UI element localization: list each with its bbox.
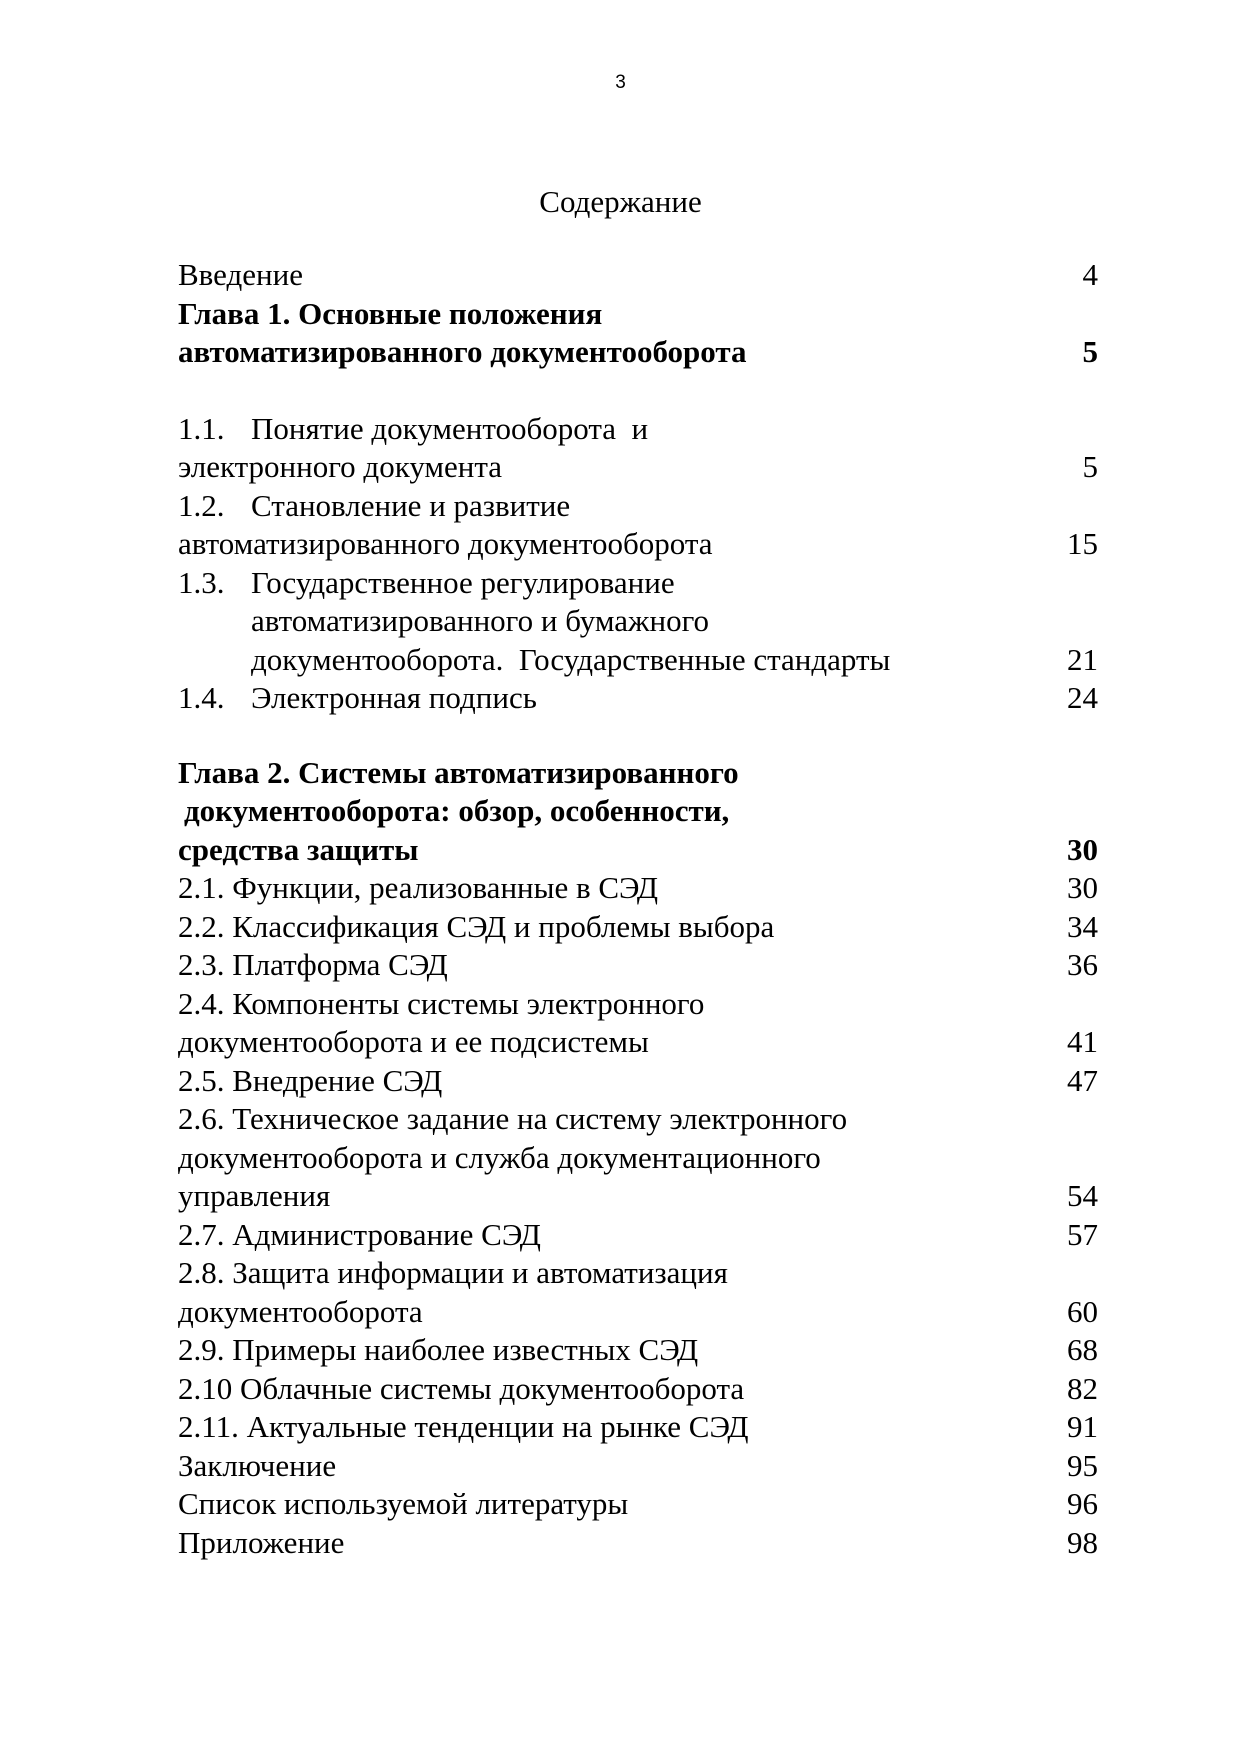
toc-entry-label: 2.4. Компоненты системы электронного <box>178 985 705 1021</box>
toc-entry-page: 57 <box>1067 1216 1098 1252</box>
toc-entry-appendix <box>178 1524 1098 1563</box>
toc-entry-page: 36 <box>1067 947 1098 982</box>
toc-entry-2-5 <box>178 1062 1098 1101</box>
toc-entry-page: 82 <box>1067 1370 1098 1406</box>
toc-entry-2-7 <box>178 1216 1098 1255</box>
toc-entry-conclusion <box>178 1447 1098 1486</box>
toc-entry-label: управления <box>178 1178 331 1213</box>
toc-entry-label <box>178 410 1098 449</box>
toc-chapter-2-line-1 <box>178 754 1098 793</box>
toc-entry-page: 21 <box>1067 641 1098 677</box>
toc-entry-label: автоматизированного документооборота <box>178 526 713 561</box>
toc-entry-label: 2.8. Защита информации и автоматизация <box>178 1255 728 1290</box>
toc-entry-label: 2.2. Классификация СЭД и проблемы выбора <box>178 908 775 944</box>
toc-entry-label: средства защиты <box>178 831 419 867</box>
toc-entry-page: 98 <box>1067 1524 1098 1560</box>
toc-entry-1-2 <box>178 487 1098 526</box>
toc-entry-label: документооборота: обзор, особенности, <box>184 793 730 828</box>
toc-entry-2-8 <box>178 1254 1098 1293</box>
toc-title: Содержание <box>539 184 702 219</box>
toc-entry-2-4 <box>178 985 1098 1024</box>
toc-entry-page: 15 <box>1067 526 1098 561</box>
toc-entry-1-3-cont <box>178 602 1098 641</box>
toc-entry-intro <box>178 256 1098 295</box>
toc-entry-1-3 <box>178 564 1098 603</box>
toc-entry-page: 68 <box>1067 1332 1098 1367</box>
toc-entry-1-4 <box>178 679 1098 718</box>
toc-chapter-1-line-1 <box>178 295 1098 334</box>
toc-entry-label: Глава 2. Системы автоматизированного <box>178 754 739 790</box>
toc-entry-page: 5 <box>1082 449 1098 484</box>
section-number: 1.1. <box>178 410 225 446</box>
toc-entry-2-6-cont-2 <box>178 1177 1098 1216</box>
table-of-contents <box>178 256 1098 1562</box>
toc-entry-2-10 <box>178 1370 1098 1409</box>
toc-entry-label: Введение <box>178 257 303 292</box>
toc-entry-label <box>178 487 1098 526</box>
toc-entry-page: 24 <box>1067 680 1098 715</box>
toc-entry-2-4-cont <box>178 1023 1098 1062</box>
section-title: Становление и развитие <box>251 487 571 523</box>
toc-entry-label: документооборота. Государственные стандарты <box>251 641 891 677</box>
toc-entry-label: 2.7. Администрование СЭД <box>178 1216 541 1252</box>
toc-entry-2-1 <box>178 869 1098 908</box>
section-title: Электронная подпись <box>251 680 537 715</box>
toc-entry-2-8-cont <box>178 1293 1098 1332</box>
toc-entry-label: Заключение <box>178 1447 337 1483</box>
toc-entry-page: 91 <box>1067 1409 1098 1444</box>
section-title: Понятие документооборота и <box>251 410 649 446</box>
spacer <box>178 718 1098 754</box>
toc-entry-label: 2.5. Внедрение СЭД <box>178 1062 443 1098</box>
section-number: 1.3. <box>178 564 225 600</box>
toc-entry-2-11 <box>178 1408 1098 1447</box>
toc-entry-label <box>178 564 1098 603</box>
toc-entry-label <box>178 679 1038 718</box>
toc-entry-2-3 <box>178 946 1098 985</box>
toc-entry-page: 95 <box>1067 1447 1098 1483</box>
toc-entry-2-2 <box>178 908 1098 947</box>
toc-entry-label: Список используемой литературы <box>178 1486 629 1521</box>
toc-entry-label: 2.1. Функции, реализованные в СЭД <box>178 870 659 905</box>
toc-entry-label: Приложение <box>178 1524 345 1560</box>
toc-entry-page: 4 <box>1082 257 1098 292</box>
toc-entry-page: 54 <box>1067 1178 1098 1213</box>
toc-entry-page: 30 <box>1067 831 1098 867</box>
toc-entry-page: 34 <box>1067 908 1098 944</box>
toc-entry-label: 2.6. Техническое задание на систему электронного <box>178 1101 848 1136</box>
toc-entry-1-1 <box>178 410 1098 449</box>
toc-entry-2-6-cont <box>178 1139 1098 1178</box>
toc-entry-label: электронного документа <box>178 449 503 484</box>
toc-chapter-2-line-2 <box>178 792 1098 831</box>
toc-entry-page: 47 <box>1067 1062 1098 1098</box>
toc-entry-label: документооборота и служба документационного <box>178 1139 821 1175</box>
toc-entry-references <box>178 1485 1098 1524</box>
toc-entry-label: документооборота <box>178 1293 423 1329</box>
toc-entry-2-6 <box>178 1100 1098 1139</box>
toc-entry-1-3-cont-2 <box>178 641 1098 680</box>
toc-entry-label: 2.10 Облачные системы документооборота <box>178 1370 745 1406</box>
toc-chapter-1-line-2 <box>178 333 1098 372</box>
toc-entry-label: 2.9. Примеры наиболее известных СЭД <box>178 1332 699 1367</box>
toc-entry-label: автоматизированного документооборота <box>178 334 747 369</box>
section-number: 1.4. <box>178 680 225 715</box>
section-title: Государственное регулирование <box>251 564 675 600</box>
toc-chapter-2-line-3 <box>178 831 1098 870</box>
page-number: 3 <box>615 72 626 93</box>
toc-entry-page: 41 <box>1067 1024 1098 1059</box>
toc-entry-1-2-cont <box>178 525 1098 564</box>
toc-entry-label: 2.11. Актуальные тенденции на рынке СЭД <box>178 1409 749 1444</box>
toc-entry-label: 2.3. Платформа СЭД <box>178 947 448 982</box>
toc-entry-label: Глава 1. Основные положения <box>178 295 603 331</box>
toc-entry-page: 60 <box>1067 1293 1098 1329</box>
toc-entry-label: документооборота и ее подсистемы <box>178 1024 649 1059</box>
toc-entry-page: 30 <box>1067 870 1098 905</box>
toc-entry-1-1-cont <box>178 448 1098 487</box>
toc-entry-label: автоматизированного и бумажного <box>251 603 710 638</box>
section-number: 1.2. <box>178 487 225 523</box>
toc-entry-2-9 <box>178 1331 1098 1370</box>
toc-entry-page: 5 <box>1082 334 1098 369</box>
toc-entry-page: 96 <box>1067 1486 1098 1521</box>
spacer <box>178 372 1098 410</box>
